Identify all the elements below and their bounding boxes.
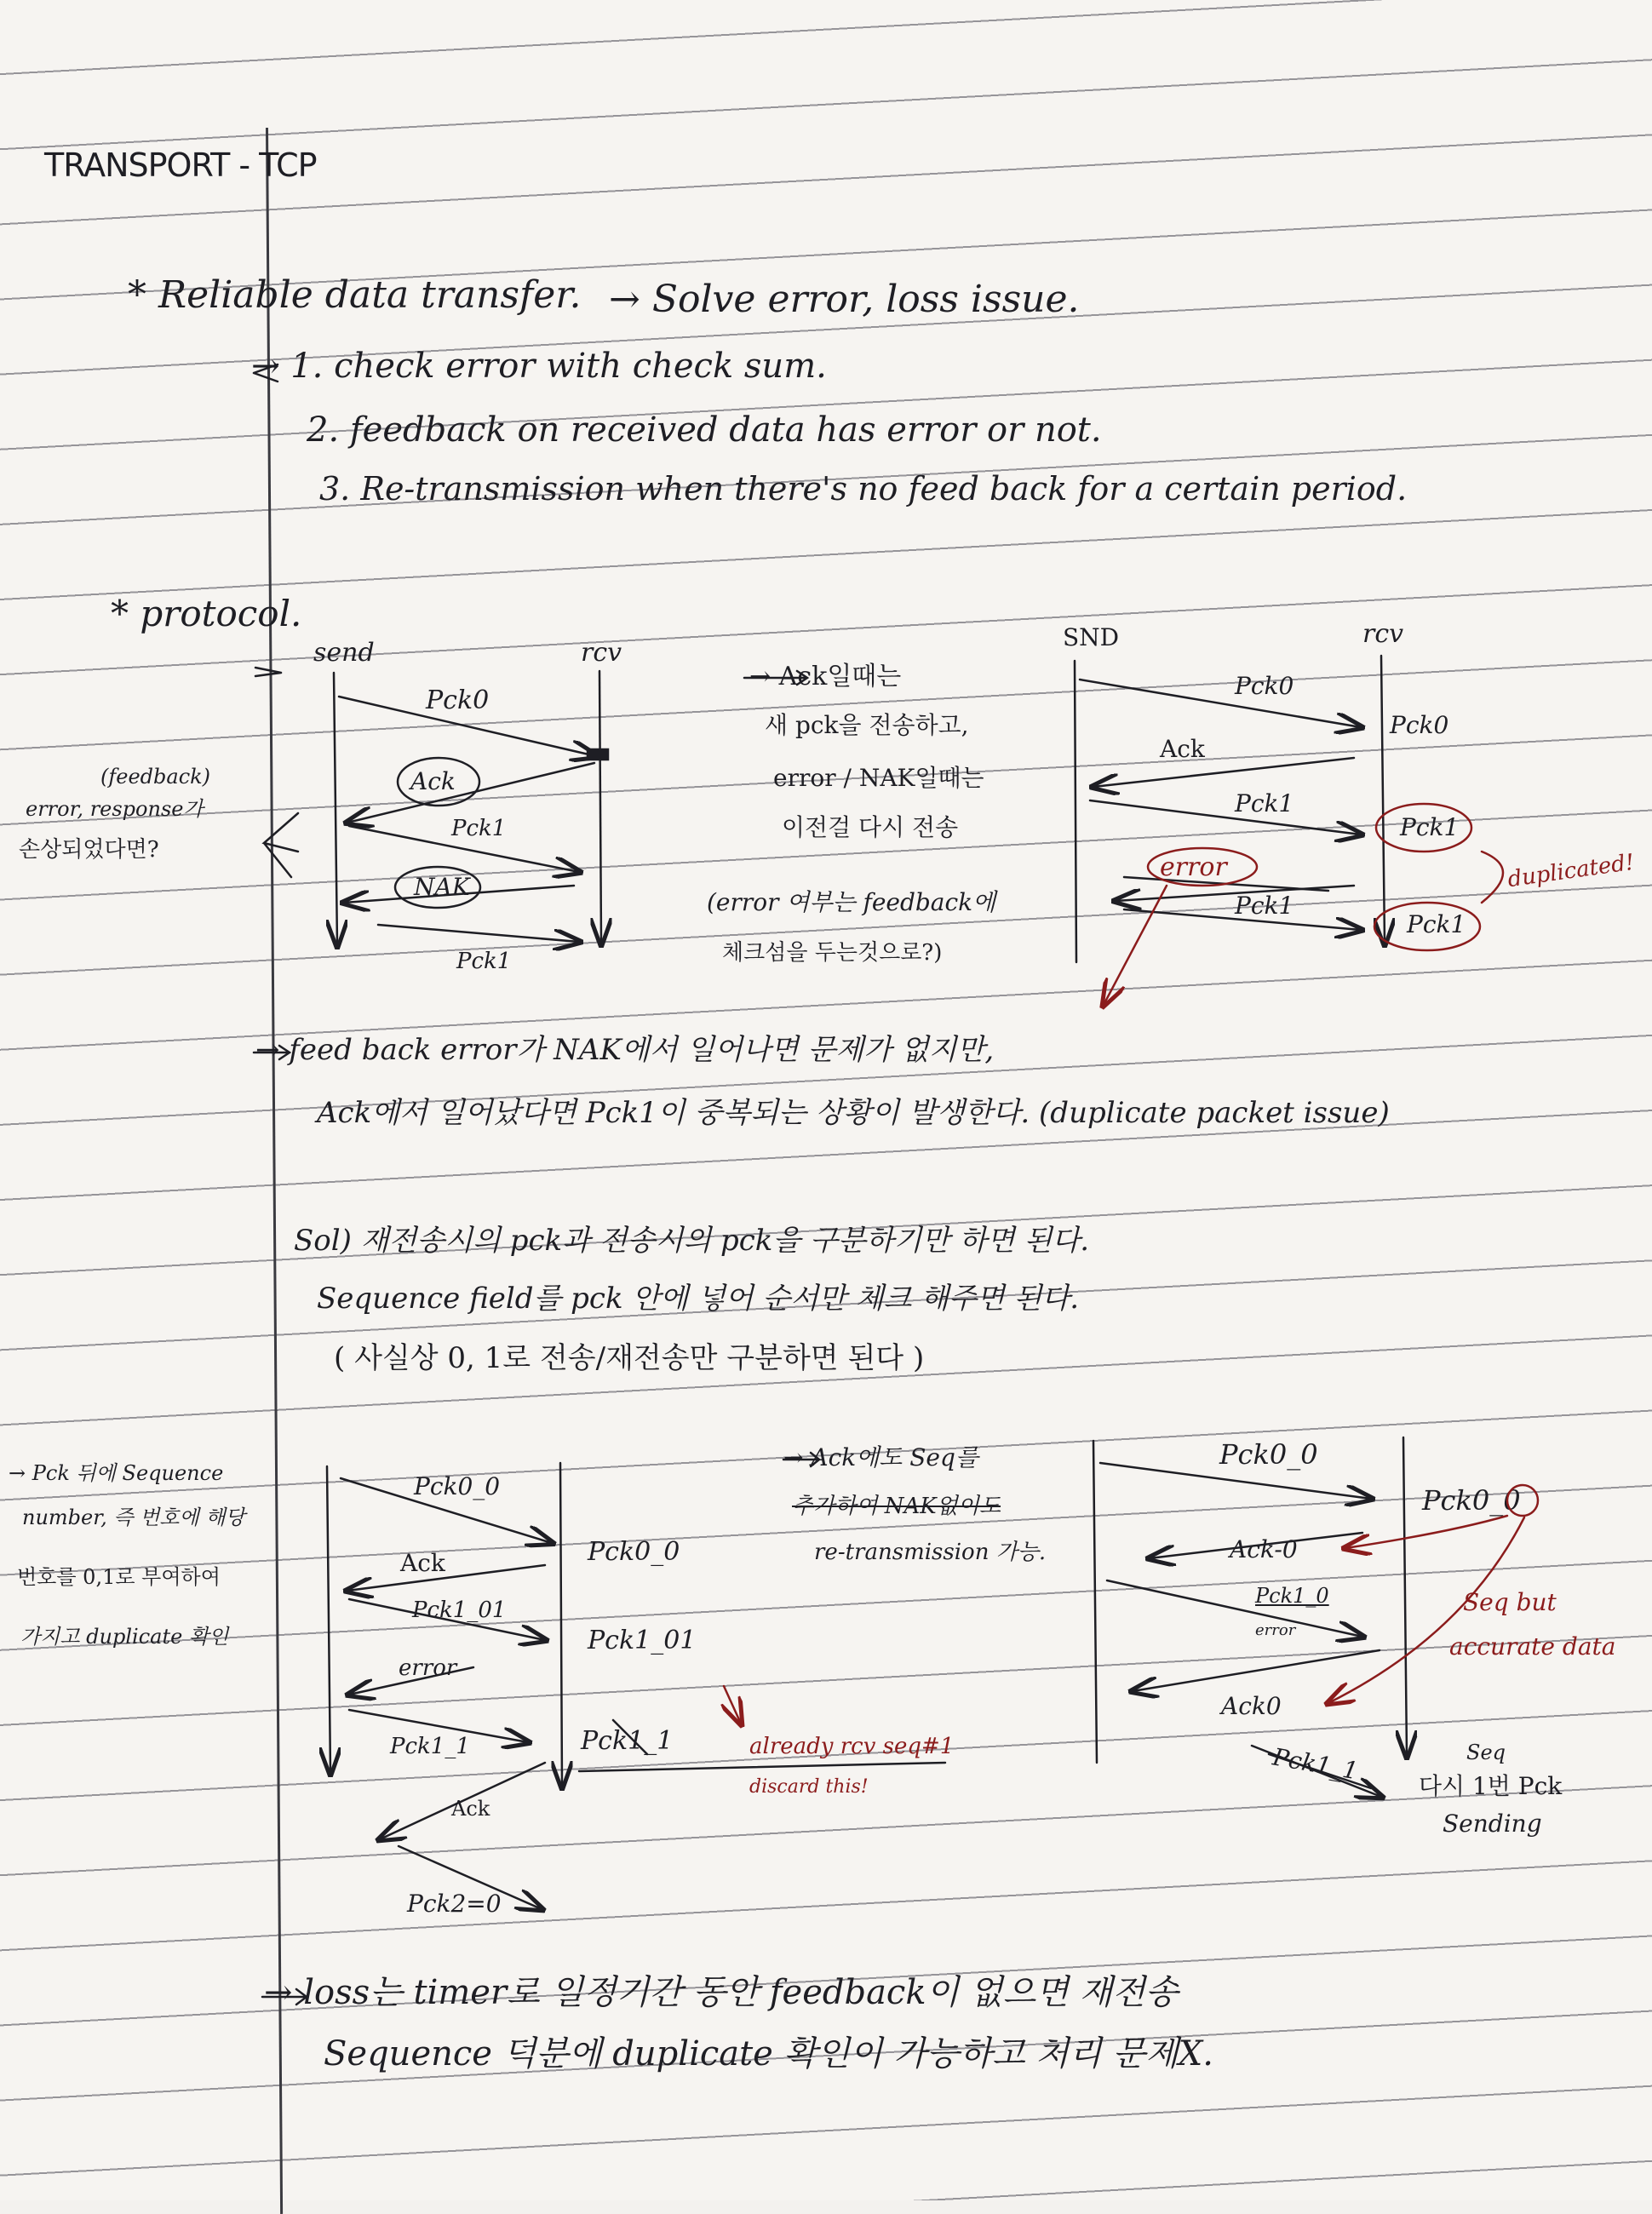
- d2-dup-brace: [1482, 852, 1503, 903]
- reliable-item-3: 3. Re-transmission when there's no feed back for a certain period.: [319, 470, 1408, 508]
- protocol-note-6: 체크섬을 두는것으로?): [722, 940, 943, 966]
- d4-arrow-pck1-0: [1107, 1580, 1362, 1637]
- d1-side-note-2: error, response가: [26, 797, 204, 821]
- d4-receiver-lifeline: [1403, 1437, 1407, 1756]
- reliable-heading: * Reliable data transfer.: [128, 273, 582, 317]
- d1-msg-pck0: Pck0: [426, 685, 490, 715]
- d4-seq-note-2: accurate data: [1449, 1632, 1616, 1660]
- d3-arrow-ack-2: [380, 1763, 545, 1839]
- d4-seq-circle: [1507, 1485, 1538, 1516]
- d3-msg-pck2-0: Pck2=0: [407, 1890, 502, 1918]
- solution-note-3: ( 사실상 0, 1로 전송/재전송만 구분하면 된다 ): [334, 1341, 925, 1375]
- seq-middle-note-1: → Ack에도 Seq를: [783, 1443, 978, 1471]
- d4-rcv-pck0-0: Pck0_0: [1422, 1484, 1521, 1517]
- protocol-note-3: error / NAK일때는: [773, 764, 984, 792]
- d3-msg-pck0-0: Pck0_0: [414, 1472, 501, 1500]
- d2-arrow-pck1-resend: [1124, 909, 1361, 930]
- d3-discard-arrow: [724, 1686, 741, 1724]
- d1-msg-ack: Ack: [410, 767, 456, 795]
- d1-arrow-pck0: [339, 697, 596, 756]
- d2-rcv-pck1-dup: Pck1: [1407, 910, 1466, 938]
- d2-error-arrow: [1104, 886, 1167, 1005]
- d2-sender-lifeline: [1075, 661, 1076, 962]
- d4-arrow-pck0-0: [1100, 1463, 1371, 1499]
- d3-discard-note-1: already rcv seq#1: [749, 1734, 955, 1759]
- d3-sender-lifeline: [327, 1466, 330, 1773]
- d2-arrow-pck1: [1090, 800, 1361, 835]
- solution-note-2: Sequence field를 pck 안에 넣어 순서만 체크 해주면 된다.: [317, 1282, 1080, 1316]
- protocol-note-1: → Ack일때는: [749, 662, 902, 691]
- seq-side-note-1: → Pck 뒤에 Sequence: [9, 1461, 224, 1485]
- d4-resend-note-1: Seq: [1466, 1741, 1506, 1764]
- d4-arrow-pck1-1: [1252, 1742, 1381, 1797]
- d3-rcv-pck1-1: Pck1_1: [581, 1726, 674, 1756]
- d1-side-brace: [264, 813, 298, 877]
- d3-rcv-pck0-0: Pck0_0: [588, 1537, 680, 1567]
- d2-rcv-pck0: Pck0: [1390, 711, 1449, 739]
- d4-msg-ack0: Ack0: [1221, 1692, 1282, 1720]
- d4-msg-ack-0: Ack-0: [1230, 1535, 1298, 1563]
- d3-arrow-pck1-1: [349, 1710, 528, 1742]
- d4-resend-note-3: Sending: [1443, 1810, 1542, 1838]
- d2-dup-circle-2: [1374, 903, 1480, 950]
- protocol-note-2: 새 pck을 전송하고,: [765, 711, 969, 739]
- item1-arrow: [254, 364, 278, 381]
- reliable-arrow-note: → Solve error, loss issue.: [609, 278, 1080, 321]
- feedback-note-1: → feed back error가 NAK에서 일어나면 문제가 없지만,: [255, 1033, 995, 1067]
- d2-msg-pck0: Pck0: [1235, 672, 1294, 700]
- d1-receiver-marker: [588, 749, 608, 760]
- d2-arrow-pck0: [1080, 680, 1361, 727]
- d4-strike: [1269, 1754, 1371, 1788]
- page-title: TRANSPORT - TCP: [44, 146, 317, 184]
- d3-arrow-ack: [347, 1565, 545, 1591]
- protocol-heading: * protocol.: [111, 593, 302, 634]
- d2-sender-label: SND: [1063, 623, 1120, 651]
- protocol-arrow: [255, 668, 281, 676]
- d1-msg-pck1: Pck1: [451, 816, 507, 841]
- d1-msg-pck1-resend: Pck1: [456, 949, 512, 974]
- seq-side-note-2: number, 즉 번호에 해당: [22, 1506, 245, 1529]
- d3-arrow-error: [349, 1667, 473, 1695]
- d1-receiver-label: rcv: [581, 638, 622, 668]
- d1-sender-lifeline: [334, 673, 337, 945]
- seq-middle-note-3: re-transmission 가능.: [814, 1540, 1047, 1565]
- d3-msg-ack: Ack: [400, 1549, 445, 1577]
- solution-note-1: Sol) 재전송시의 pck과 전송시의 pck을 구분하기만 하면 된다.: [294, 1224, 1090, 1258]
- d3-strike: [613, 1720, 647, 1754]
- seq-middle-note-2: 추가하여 NAK없이도: [792, 1494, 1001, 1519]
- protocol-note-arrow: [744, 671, 807, 685]
- d1-arrow-nak: [344, 886, 574, 903]
- d4-msg-pck1-1: Pck1_1: [1270, 1742, 1361, 1786]
- d3-rcv-pck1-01: Pck1_01: [588, 1626, 697, 1655]
- d1-side-note-1: (feedback): [100, 765, 211, 789]
- d1-msg-nak: NAK: [414, 873, 470, 901]
- protocol-note-4: 이전걸 다시 전송: [782, 813, 959, 841]
- d3-msg-pck1-1: Pck1_1: [390, 1734, 470, 1759]
- d3-discard-note-2: discard this!: [749, 1776, 869, 1798]
- d4-arrow-ack0: [1133, 1650, 1380, 1691]
- d2-receiver-lifeline: [1381, 656, 1385, 944]
- d2-duplicate-label: duplicated!: [1506, 849, 1637, 893]
- d3-arrow-pck0-0: [341, 1478, 552, 1543]
- protocol-note-5: (error 여부는 feedback에: [707, 888, 996, 916]
- d3-discard-underline: [579, 1763, 945, 1771]
- d4-msg-pck0-0: Pck0_0: [1219, 1438, 1318, 1471]
- d4-resend-note-2: 다시 1번 Pck: [1419, 1772, 1563, 1800]
- d2-dup-circle-1: [1376, 804, 1471, 852]
- d1-ack-circle: [398, 758, 479, 806]
- d4-msg-pck1-0: Pck1_0: [1255, 1584, 1329, 1608]
- d1-arrow-ack: [347, 763, 594, 823]
- d2-msg-pck1: Pck1: [1235, 789, 1294, 817]
- d4-arrow-ack-0: [1150, 1533, 1362, 1558]
- d1-nak-circle: [395, 867, 480, 908]
- d4-seq-arrow: [1345, 1516, 1507, 1548]
- seq-middle-arrow: [783, 1453, 819, 1466]
- d2-arrow-ack: [1093, 758, 1354, 787]
- d2-msg-ack: Ack: [1160, 735, 1205, 763]
- d3-msg-error: error: [399, 1655, 457, 1681]
- loss-arrow: [262, 1989, 307, 2005]
- d4-msg-error: error: [1255, 1621, 1296, 1639]
- d4-seq-note-1: Seq but: [1463, 1588, 1557, 1616]
- d1-arrow-pck1: [349, 826, 579, 872]
- d1-sender-label: send: [313, 638, 375, 668]
- d2-receiver-label: rcv: [1362, 619, 1404, 649]
- d2-error-circle: [1148, 848, 1257, 886]
- reliable-item-1: → 1. check error with check sum.: [251, 347, 827, 386]
- d1-arrow-pck1-resend: [378, 925, 579, 942]
- d2-msg-error: error: [1160, 852, 1227, 882]
- seq-side-note-4: 가지고 duplicate 확인: [20, 1625, 229, 1649]
- loss-note-1: → loss는 timer로 일정기간 동안 feedback이 없으면 재전송: [264, 1973, 1179, 2012]
- d3-arrow-pck2-0: [399, 1846, 542, 1909]
- d1-side-note-3: 손상되었다면?: [19, 837, 159, 863]
- d2-arrow-error: [1116, 886, 1354, 901]
- d4-sender-lifeline: [1093, 1441, 1097, 1763]
- reliable-item-2: 2. feedback on received data has error or not.: [307, 410, 1102, 450]
- feedback-note-2: Ack에서 일어났다면 Pck1이 중복되는 상황이 발생한다. (duplicate packet issue): [317, 1096, 1390, 1130]
- d3-msg-pck1-01: Pck1_01: [412, 1597, 507, 1623]
- feedback-arrow: [254, 1046, 290, 1059]
- d3-receiver-lifeline: [560, 1463, 562, 1787]
- seq-side-note-3: 번호를 0,1로 부여하여: [17, 1565, 221, 1589]
- d3-msg-ack-2: Ack: [451, 1797, 490, 1821]
- d2-msg-pck1-resend: Pck1: [1235, 892, 1294, 920]
- d2-rcv-pck1: Pck1: [1400, 813, 1460, 841]
- loss-note-2: Sequence 덕분에 duplicate 확인이 가능하고 처리 문제X.: [324, 2034, 1213, 2073]
- d1-receiver-lifeline: [599, 671, 601, 944]
- d3-arrow-pck1-01: [349, 1599, 545, 1640]
